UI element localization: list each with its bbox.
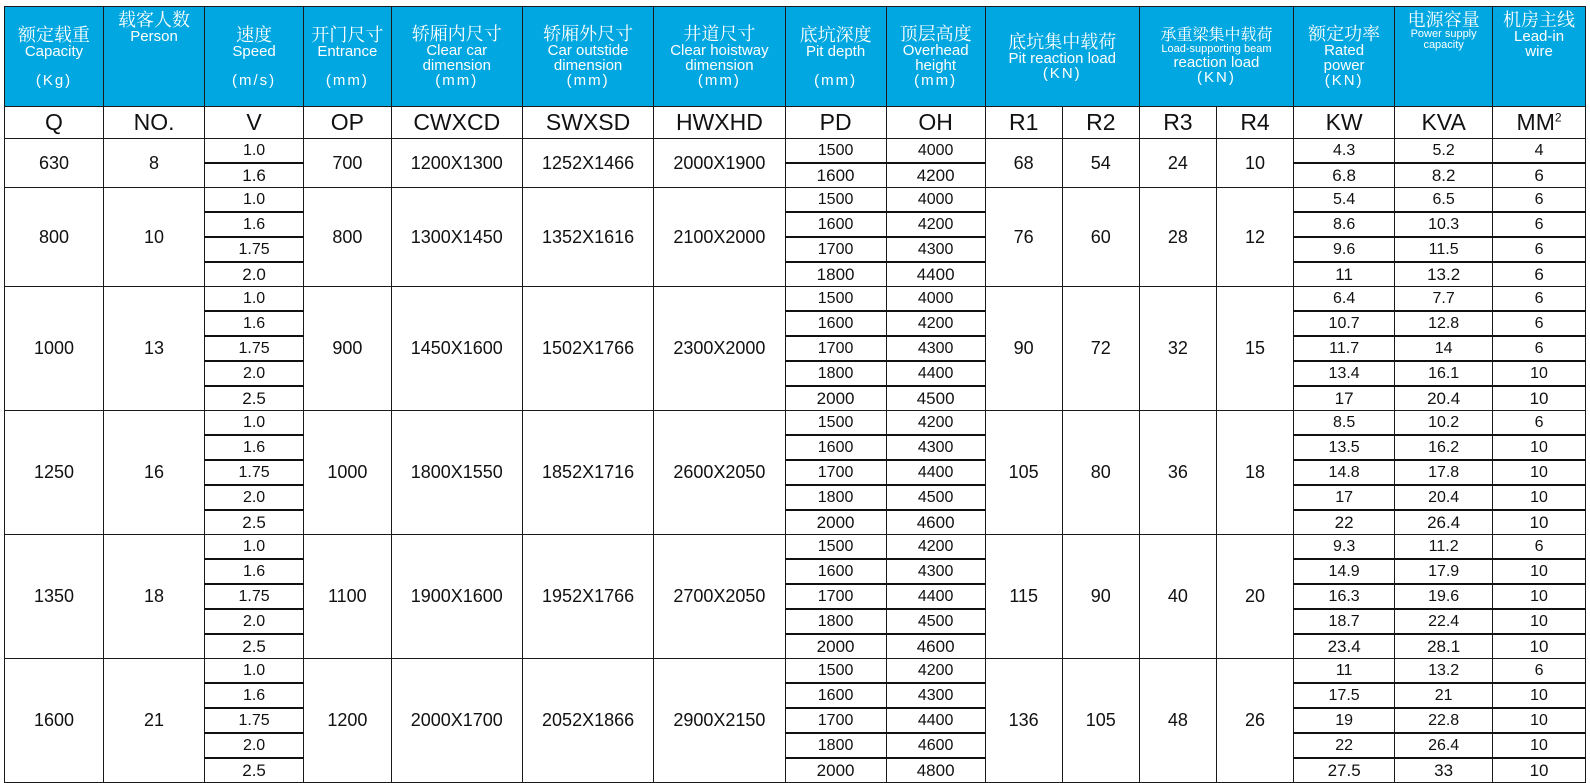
speed-cell: 2.0	[205, 361, 304, 386]
r2-cell: 54	[1062, 139, 1139, 188]
overhead-cell: 4400	[886, 584, 985, 609]
power-supply-cell: 26.4	[1395, 510, 1493, 535]
overhead-cell: 4500	[886, 609, 985, 634]
pit-depth-cell: 1600	[785, 163, 886, 188]
person-cell: 13	[104, 287, 205, 411]
header-hoistway: 井道尺寸 Clear hoistway dimension (mm)	[654, 7, 785, 107]
speed-cell: 1.6	[205, 163, 304, 188]
capacity-cell: 1350	[5, 535, 104, 659]
lead-in-wire-cell: 10	[1493, 559, 1586, 584]
lead-in-wire-cell: 10	[1493, 733, 1586, 758]
header-capacity: 额定载重 Capacity (Kg)	[5, 7, 104, 107]
table-row	[5, 460, 1586, 485]
header-row	[5, 7, 1586, 107]
power-supply-cell: 11.5	[1395, 237, 1493, 262]
overhead-cell: 4300	[886, 435, 985, 460]
speed-cell: 2.5	[205, 634, 304, 659]
pit-depth-cell: 1700	[785, 584, 886, 609]
table-row	[5, 609, 1586, 634]
symbol-cell: HWXHD	[654, 107, 785, 139]
power-supply-cell: 16.1	[1395, 361, 1493, 386]
person-cell: 18	[104, 535, 205, 659]
r4-cell: 18	[1216, 411, 1293, 535]
person-cell: 10	[104, 188, 205, 287]
table-row	[5, 634, 1586, 659]
speed-cell: 1.6	[205, 311, 304, 336]
speed-cell: 1.0	[205, 139, 304, 164]
symbol-cell: OP	[304, 107, 392, 139]
lead-in-wire-cell: 6	[1493, 411, 1586, 436]
rated-power-cell: 23.4	[1294, 634, 1395, 659]
entrance-cell: 800	[304, 188, 392, 287]
lead-in-wire-cell: 10	[1493, 435, 1586, 460]
lead-in-wire-cell: 6	[1493, 311, 1586, 336]
pit-depth-cell: 1600	[785, 311, 886, 336]
spec-table	[4, 6, 1586, 783]
capacity-cell: 800	[5, 188, 104, 287]
overhead-cell: 4000	[886, 287, 985, 312]
header-pit-reaction: 底坑集中载荷 Pit reaction load (KN)	[985, 7, 1139, 107]
rated-power-cell: 14.9	[1294, 559, 1395, 584]
table-row	[5, 262, 1586, 287]
power-supply-cell: 6.5	[1395, 188, 1493, 213]
pit-depth-cell: 1800	[785, 733, 886, 758]
lead-in-wire-cell: 10	[1493, 386, 1586, 411]
rated-power-cell: 14.8	[1294, 460, 1395, 485]
overhead-cell: 4300	[886, 559, 985, 584]
car-outside-cell: 1502X1766	[522, 287, 653, 411]
pit-depth-cell: 1700	[785, 237, 886, 262]
person-cell: 8	[104, 139, 205, 188]
r2-cell: 90	[1062, 535, 1139, 659]
pit-depth-cell: 1700	[785, 460, 886, 485]
r2-cell: 80	[1062, 411, 1139, 535]
clear-car-cell: 1300X1450	[391, 188, 522, 287]
lead-in-wire-cell: 10	[1493, 758, 1586, 783]
rated-power-cell: 8.6	[1294, 212, 1395, 237]
symbol-cell: OH	[886, 107, 985, 139]
speed-cell: 1.0	[205, 535, 304, 560]
person-cell: 21	[104, 659, 205, 783]
lead-in-wire-cell: 6	[1493, 336, 1586, 361]
rated-power-cell: 11.7	[1294, 336, 1395, 361]
symbol-mm: MM	[1516, 109, 1555, 135]
rated-power-cell: 8.5	[1294, 411, 1395, 436]
lead-in-wire-cell: 6	[1493, 659, 1586, 684]
power-supply-cell: 5.2	[1395, 139, 1493, 164]
lead-in-wire-cell: 10	[1493, 584, 1586, 609]
r4-cell: 10	[1216, 139, 1293, 188]
power-supply-cell: 7.7	[1395, 287, 1493, 312]
lead-in-wire-cell: 4	[1493, 139, 1586, 164]
table-row	[5, 733, 1586, 758]
overhead-cell: 4300	[886, 336, 985, 361]
clear-car-cell: 1800X1550	[391, 411, 522, 535]
symbol-cell: R2	[1062, 107, 1139, 139]
symbol-cell: R3	[1139, 107, 1216, 139]
pit-depth-cell: 1600	[785, 683, 886, 708]
symbol-row	[5, 107, 1586, 139]
overhead-cell: 4200	[886, 535, 985, 560]
rated-power-cell: 17	[1294, 386, 1395, 411]
power-supply-cell: 12.8	[1395, 311, 1493, 336]
lead-in-wire-cell: 6	[1493, 535, 1586, 560]
r1-cell: 105	[985, 411, 1062, 535]
overhead-cell: 4200	[886, 411, 985, 436]
r4-cell: 12	[1216, 188, 1293, 287]
overhead-cell: 4600	[886, 510, 985, 535]
rated-power-cell: 9.3	[1294, 535, 1395, 560]
symbol-mm-exponent: 2	[1554, 110, 1562, 125]
speed-cell: 1.0	[205, 659, 304, 684]
clear-car-cell: 1900X1600	[391, 535, 522, 659]
pit-depth-cell: 1500	[785, 188, 886, 213]
power-supply-cell: 10.3	[1395, 212, 1493, 237]
lead-in-wire-cell: 6	[1493, 262, 1586, 287]
elevator-spec-sheet	[4, 6, 1586, 780]
pit-depth-cell: 1800	[785, 262, 886, 287]
power-supply-cell: 20.4	[1395, 485, 1493, 510]
header-clear-car: 轿厢内尺寸 Clear car dimension (mm)	[391, 7, 522, 107]
overhead-cell: 4400	[886, 708, 985, 733]
person-cell: 16	[104, 411, 205, 535]
rated-power-cell: 22	[1294, 733, 1395, 758]
table-row	[5, 188, 1586, 213]
r2-cell: 72	[1062, 287, 1139, 411]
rated-power-cell: 5.4	[1294, 188, 1395, 213]
power-supply-cell: 13.2	[1395, 262, 1493, 287]
speed-cell: 1.75	[205, 460, 304, 485]
speed-cell: 2.5	[205, 758, 304, 783]
power-supply-cell: 16.2	[1395, 435, 1493, 460]
pit-depth-cell: 1800	[785, 609, 886, 634]
rated-power-cell: 22	[1294, 510, 1395, 535]
power-supply-cell: 10.2	[1395, 411, 1493, 436]
overhead-cell: 4400	[886, 361, 985, 386]
hoistway-cell: 2000X1900	[654, 139, 785, 188]
header-car-outside: 轿厢外尺寸 Car outstide dimension (mm)	[522, 7, 653, 107]
r3-cell: 24	[1139, 139, 1216, 188]
overhead-cell: 4000	[886, 188, 985, 213]
speed-cell: 1.6	[205, 212, 304, 237]
pit-depth-cell: 1500	[785, 659, 886, 684]
rated-power-cell: 16.3	[1294, 584, 1395, 609]
overhead-cell: 4300	[886, 237, 985, 262]
table-row	[5, 139, 1586, 164]
speed-cell: 1.6	[205, 435, 304, 460]
table-row	[5, 683, 1586, 708]
power-supply-cell: 26.4	[1395, 733, 1493, 758]
header-person: 载客人数 Person	[104, 7, 205, 107]
speed-cell: 1.6	[205, 559, 304, 584]
entrance-cell: 1000	[304, 411, 392, 535]
lead-in-wire-cell: 6	[1493, 212, 1586, 237]
r3-cell: 28	[1139, 188, 1216, 287]
pit-depth-cell: 1800	[785, 485, 886, 510]
overhead-cell: 4600	[886, 733, 985, 758]
power-supply-cell: 28.1	[1395, 634, 1493, 659]
clear-car-cell: 2000X1700	[391, 659, 522, 783]
car-outside-cell: 1352X1616	[522, 188, 653, 287]
power-supply-cell: 22.8	[1395, 708, 1493, 733]
r3-cell: 36	[1139, 411, 1216, 535]
overhead-cell: 4500	[886, 485, 985, 510]
table-row	[5, 708, 1586, 733]
clear-car-cell: 1450X1600	[391, 287, 522, 411]
pit-depth-cell: 1500	[785, 139, 886, 164]
lead-in-wire-cell: 10	[1493, 510, 1586, 535]
lead-in-wire-cell: 10	[1493, 683, 1586, 708]
overhead-cell: 4600	[886, 634, 985, 659]
clear-car-cell: 1200X1300	[391, 139, 522, 188]
table-row	[5, 212, 1586, 237]
power-supply-cell: 21	[1395, 683, 1493, 708]
rated-power-cell: 11	[1294, 659, 1395, 684]
header-entrance: 开门尺寸 Entrance (mm)	[304, 7, 392, 107]
pit-depth-cell: 1500	[785, 411, 886, 436]
r1-cell: 136	[985, 659, 1062, 783]
table-row	[5, 559, 1586, 584]
car-outside-cell: 1852X1716	[522, 411, 653, 535]
entrance-cell: 1100	[304, 535, 392, 659]
power-supply-cell: 17.9	[1395, 559, 1493, 584]
rated-power-cell: 13.4	[1294, 361, 1395, 386]
power-supply-cell: 33	[1395, 758, 1493, 783]
speed-cell: 1.75	[205, 237, 304, 262]
speed-cell: 1.0	[205, 287, 304, 312]
r3-cell: 48	[1139, 659, 1216, 783]
symbol-cell: CWXCD	[391, 107, 522, 139]
symbol-cell: KW	[1294, 107, 1395, 139]
overhead-cell: 4200	[886, 212, 985, 237]
power-supply-cell: 8.2	[1395, 163, 1493, 188]
table-row	[5, 510, 1586, 535]
speed-cell: 1.75	[205, 708, 304, 733]
rated-power-cell: 17	[1294, 485, 1395, 510]
speed-cell: 2.0	[205, 485, 304, 510]
overhead-cell: 4200	[886, 659, 985, 684]
pit-depth-cell: 2000	[785, 634, 886, 659]
pit-depth-cell: 1600	[785, 559, 886, 584]
table-row	[5, 485, 1586, 510]
power-supply-cell: 20.4	[1395, 386, 1493, 411]
symbol-cell: R4	[1216, 107, 1293, 139]
table-row	[5, 535, 1586, 560]
overhead-cell: 4800	[886, 758, 985, 783]
entrance-cell: 900	[304, 287, 392, 411]
speed-cell: 1.0	[205, 188, 304, 213]
overhead-cell: 4200	[886, 311, 985, 336]
pit-depth-cell: 1700	[785, 336, 886, 361]
car-outside-cell: 1952X1766	[522, 535, 653, 659]
rated-power-cell: 10.7	[1294, 311, 1395, 336]
table-row	[5, 163, 1586, 188]
symbol-cell: V	[205, 107, 304, 139]
pit-depth-cell: 2000	[785, 510, 886, 535]
header-pit-depth: 底坑深度 Pit depth (mm)	[785, 7, 886, 107]
speed-cell: 1.75	[205, 336, 304, 361]
table-row	[5, 336, 1586, 361]
capacity-cell: 1250	[5, 411, 104, 535]
hoistway-cell: 2600X2050	[654, 411, 785, 535]
entrance-cell: 700	[304, 139, 392, 188]
speed-cell: 1.0	[205, 411, 304, 436]
entrance-cell: 1200	[304, 659, 392, 783]
symbol-cell: Q	[5, 107, 104, 139]
car-outside-cell: 2052X1866	[522, 659, 653, 783]
power-supply-cell: 17.8	[1395, 460, 1493, 485]
power-supply-cell: 13.2	[1395, 659, 1493, 684]
lead-in-wire-cell: 10	[1493, 634, 1586, 659]
pit-depth-cell: 1800	[785, 361, 886, 386]
spec-table-body	[5, 139, 1586, 783]
pit-depth-cell: 2000	[785, 758, 886, 783]
table-row	[5, 386, 1586, 411]
capacity-cell: 1000	[5, 287, 104, 411]
rated-power-cell: 6.4	[1294, 287, 1395, 312]
r1-cell: 68	[985, 139, 1062, 188]
hoistway-cell: 2900X2150	[654, 659, 785, 783]
lead-in-wire-cell: 10	[1493, 609, 1586, 634]
speed-cell: 1.6	[205, 683, 304, 708]
table-row	[5, 361, 1586, 386]
pit-depth-cell: 1700	[785, 708, 886, 733]
r3-cell: 32	[1139, 287, 1216, 411]
header-overhead: 顶层高度 Overhead height (mm)	[886, 7, 985, 107]
r1-cell: 90	[985, 287, 1062, 411]
r4-cell: 15	[1216, 287, 1293, 411]
r1-cell: 76	[985, 188, 1062, 287]
rated-power-cell: 9.6	[1294, 237, 1395, 262]
lead-in-wire-cell: 10	[1493, 708, 1586, 733]
car-outside-cell: 1252X1466	[522, 139, 653, 188]
lead-in-wire-cell: 6	[1493, 237, 1586, 262]
overhead-cell: 4200	[886, 163, 985, 188]
r1-cell: 115	[985, 535, 1062, 659]
symbol-cell	[1493, 107, 1586, 139]
power-supply-cell: 22.4	[1395, 609, 1493, 634]
lead-in-wire-cell: 10	[1493, 485, 1586, 510]
rated-power-cell: 18.7	[1294, 609, 1395, 634]
rated-power-cell: 19	[1294, 708, 1395, 733]
speed-cell: 1.75	[205, 584, 304, 609]
pit-depth-cell: 2000	[785, 386, 886, 411]
header-power-supply: 电源容量 Power supply capacity	[1395, 7, 1493, 107]
rated-power-cell: 17.5	[1294, 683, 1395, 708]
power-supply-cell: 19.6	[1395, 584, 1493, 609]
overhead-cell: 4400	[886, 460, 985, 485]
power-supply-cell: 14	[1395, 336, 1493, 361]
header-lead-in: 机房主线 Lead-in wire	[1493, 7, 1586, 107]
symbol-cell: KVA	[1395, 107, 1493, 139]
capacity-cell: 630	[5, 139, 104, 188]
rated-power-cell: 13.5	[1294, 435, 1395, 460]
r4-cell: 20	[1216, 535, 1293, 659]
symbol-cell: PD	[785, 107, 886, 139]
speed-cell: 2.0	[205, 609, 304, 634]
lead-in-wire-cell: 10	[1493, 361, 1586, 386]
table-row	[5, 287, 1586, 312]
overhead-cell: 4300	[886, 683, 985, 708]
pit-depth-cell: 1500	[785, 287, 886, 312]
hoistway-cell: 2100X2000	[654, 188, 785, 287]
r2-cell: 60	[1062, 188, 1139, 287]
lead-in-wire-cell: 6	[1493, 287, 1586, 312]
r3-cell: 40	[1139, 535, 1216, 659]
table-row	[5, 237, 1586, 262]
rated-power-cell: 6.8	[1294, 163, 1395, 188]
speed-cell: 2.5	[205, 510, 304, 535]
lead-in-wire-cell: 10	[1493, 460, 1586, 485]
hoistway-cell: 2300X2000	[654, 287, 785, 411]
table-row	[5, 584, 1586, 609]
speed-cell: 2.0	[205, 733, 304, 758]
header-rated-power: 额定功率 Rated power (KN)	[1294, 7, 1395, 107]
capacity-cell: 1600	[5, 659, 104, 783]
header-beam-reaction: 承重梁集中载荷 Load-supporting beam reaction load (KN)	[1139, 7, 1293, 107]
symbol-cell: SWXSD	[522, 107, 653, 139]
rated-power-cell: 11	[1294, 262, 1395, 287]
pit-depth-cell: 1500	[785, 535, 886, 560]
r2-cell: 105	[1062, 659, 1139, 783]
symbol-cell: R1	[985, 107, 1062, 139]
rated-power-cell: 27.5	[1294, 758, 1395, 783]
rated-power-cell: 4.3	[1294, 139, 1395, 164]
pit-depth-cell: 1600	[785, 212, 886, 237]
overhead-cell: 4400	[886, 262, 985, 287]
table-row	[5, 311, 1586, 336]
hoistway-cell: 2700X2050	[654, 535, 785, 659]
symbol-cell: NO.	[104, 107, 205, 139]
lead-in-wire-cell: 6	[1493, 163, 1586, 188]
speed-cell: 2.5	[205, 386, 304, 411]
pit-depth-cell: 1600	[785, 435, 886, 460]
r4-cell: 26	[1216, 659, 1293, 783]
header-speed: 速度 Speed (m/s)	[205, 7, 304, 107]
table-row	[5, 435, 1586, 460]
overhead-cell: 4000	[886, 139, 985, 164]
lead-in-wire-cell: 6	[1493, 188, 1586, 213]
table-row	[5, 411, 1586, 436]
power-supply-cell: 11.2	[1395, 535, 1493, 560]
overhead-cell: 4500	[886, 386, 985, 411]
table-row	[5, 659, 1586, 684]
speed-cell: 2.0	[205, 262, 304, 287]
